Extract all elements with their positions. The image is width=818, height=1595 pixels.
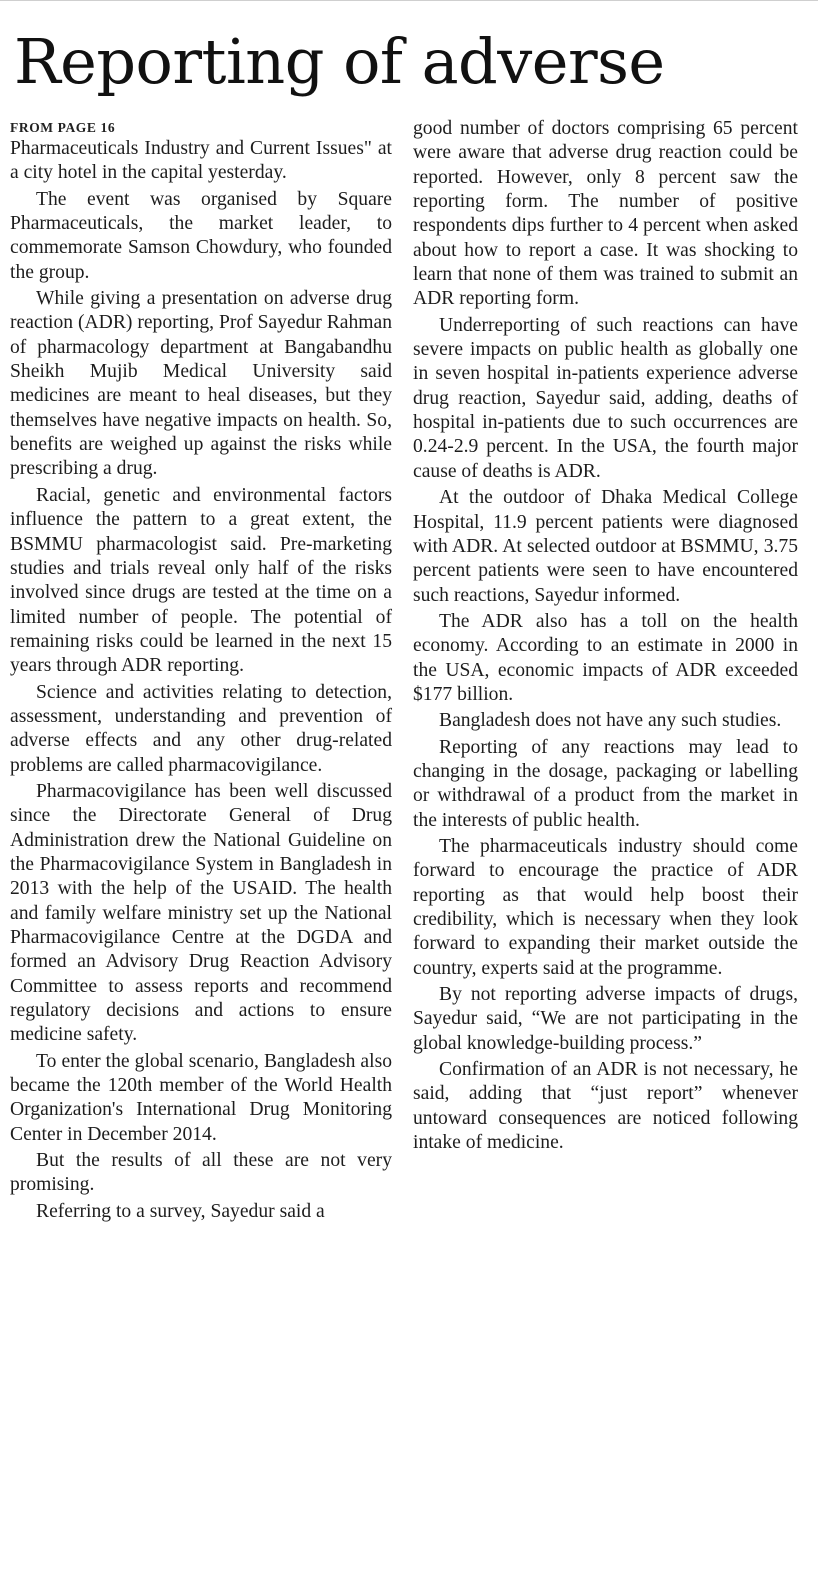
paragraph: While giving a presentation on adverse drug reaction (ADR) reporting, Prof Sayedur Rahman of pharmacology department at Bangabandhu Sheikh Mujib Medical University said medicines are meant to heal diseases, but they themselves have negative impacts on health. So, benefits are weighed up against the risks while prescribing a drug. (10, 288, 392, 480)
paragraph: Pharmaceuticals Industry and Current Issues" at a city hotel in the capital yesterday. (10, 138, 392, 184)
headline: Reporting of adverse (14, 25, 665, 98)
left-column (10, 119, 392, 1226)
paragraph: Racial, genetic and environmental factors influence the pattern to a great extent, the BSMMU pharmacologist said. Pre-marketing studies and trials reveal only half of the risks involved since drugs are tested at the time on a limited number of people. The potential of remaining risks could be learned in the next 15 years through ADR reporting. (10, 484, 392, 677)
right-column (413, 117, 798, 1157)
paragraph: To enter the global scenario, Bangladesh also became the 120th member of the World Health Organization's International Drug Monitoring Center in December 2014. (10, 1050, 392, 1145)
paragraph: Bangladesh does not have any such studies. (439, 710, 782, 732)
paragraph: But the results of all these are not very promising. (10, 1150, 392, 1196)
paragraph: Science and activities relating to detection, assessment, understanding and prevention of adverse effects and any other drug-related problems are called pharmacovigilance. (10, 681, 392, 776)
paragraph: Pharmacovigilance has been well discussed since the Directorate General of Drug Administration drew the National Guideline on the Pharmacovigilance System in Bangladesh in 2013 with the help of the USAID. The health and family welfare ministry set up the National Pharmacovigilance Centre at the DGDA and formed an Advisory Drug Reaction Advisory Committee to assess reports and recommend regulatory decisions and actions to ensure medicine safety. (10, 780, 392, 1046)
paragraph: Reporting of any reactions may lead to changing in the dosage, packaging or labelling or withdrawal of a product from the market in the interests of public health. (413, 736, 798, 831)
dateline: FROM PAGE 16 (10, 120, 116, 135)
paragraph: Confirmation of an ADR is not necessary, he said, adding that “just report” whenever untoward consequences are noticed following intake of medicine. (413, 1059, 798, 1154)
paragraph: Underreporting of such reactions can have severe impacts on public health as globally one in seven hospital in-patients experience adverse drug reaction, Sayedur said, adding, deaths of hospital in-patients due to such occurrences are 0.24-2.9 percent. In the USA, the fourth major cause of deaths is ADR. (413, 314, 798, 482)
paragraph: The ADR also has a toll on the health economy. According to an estimate in 2000 in the USA, economic impacts of ADR exceeded $177 billion. (413, 610, 798, 705)
paragraph: The pharmaceuticals industry should come forward to encourage the practice of ADR reporting as that would help boost their credibility, which is necessary when they look forward to expanding their market outside the country, experts said at the programme. (413, 835, 798, 979)
paragraph: Referring to a survey, Sayedur said a (36, 1200, 325, 1222)
paragraph: The event was organised by Square Pharmaceuticals, the market leader, to commemorate Samson Chowdury, who founded the group. (10, 188, 392, 283)
paragraph: At the outdoor of Dhaka Medical College Hospital, 11.9 percent patients were diagnosed with ADR. At selected outdoor at BSMMU, 3.75 percent patients were seen to have encountered such reactions, Sayedur informed. (413, 487, 798, 606)
paragraph: By not reporting adverse impacts of drugs, Sayedur said, “We are not participating in the global knowledge-building process.” (413, 984, 798, 1054)
paragraph: good number of doctors comprising 65 percent were aware that adverse drug reaction could be reported. However, only 8 percent saw the reporting form. The number of positive respondents dips further to 4 percent when asked about how to report a case. It was shocking to learn that none of them was trained to submit an ADR reporting form. (413, 118, 798, 310)
